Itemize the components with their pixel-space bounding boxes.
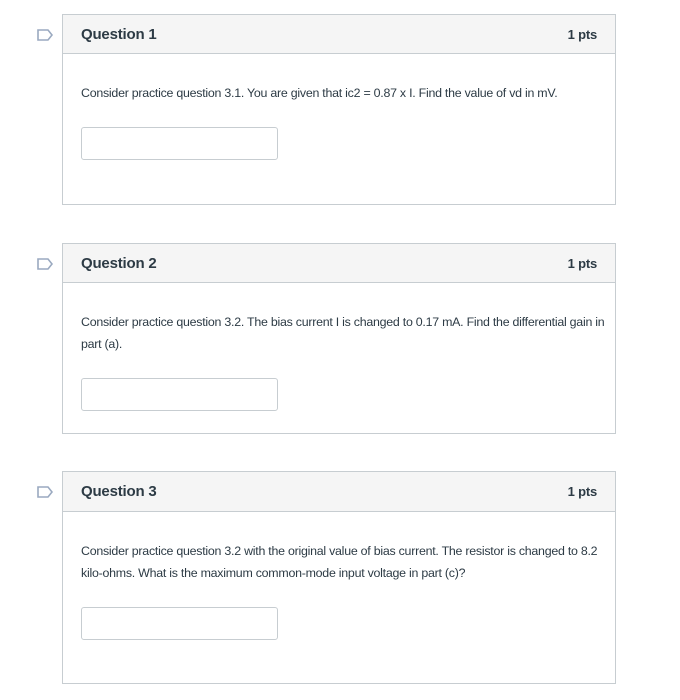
question-text: Consider practice question 3.2. The bias current I is changed to 0.17 mA. Find the differential gain in part (a). — [81, 315, 605, 351]
question-card-3 — [62, 471, 616, 684]
question-header — [63, 244, 615, 283]
question-card-2 — [62, 243, 616, 434]
flag-question-icon[interactable] — [37, 258, 53, 270]
question-title: Question 2 — [81, 254, 157, 272]
question-points: 1 pts — [567, 26, 597, 42]
answer-input[interactable] — [81, 607, 278, 640]
question-card-1 — [62, 14, 616, 205]
question-title: Question 3 — [81, 483, 157, 500]
question-text: Consider practice question 3.2 with the original value of bias current. The resistor is changed to 8.2 kilo-ohms. What is the maximum common-mode input voltage in part (c)? — [81, 544, 598, 580]
question-points: 1 pts — [567, 255, 597, 271]
question-header — [63, 472, 615, 512]
question-header — [63, 15, 615, 54]
flag-question-icon[interactable] — [37, 29, 53, 41]
question-points: 1 pts — [567, 484, 597, 499]
flag-question-icon[interactable] — [37, 486, 53, 498]
question-text: Consider practice question 3.1. You are given that ic2 = 0.87 x I. Find the value of vd in mV. — [81, 86, 558, 100]
answer-input[interactable] — [81, 378, 278, 411]
question-title: Question 1 — [81, 25, 157, 43]
answer-input[interactable] — [81, 127, 278, 160]
